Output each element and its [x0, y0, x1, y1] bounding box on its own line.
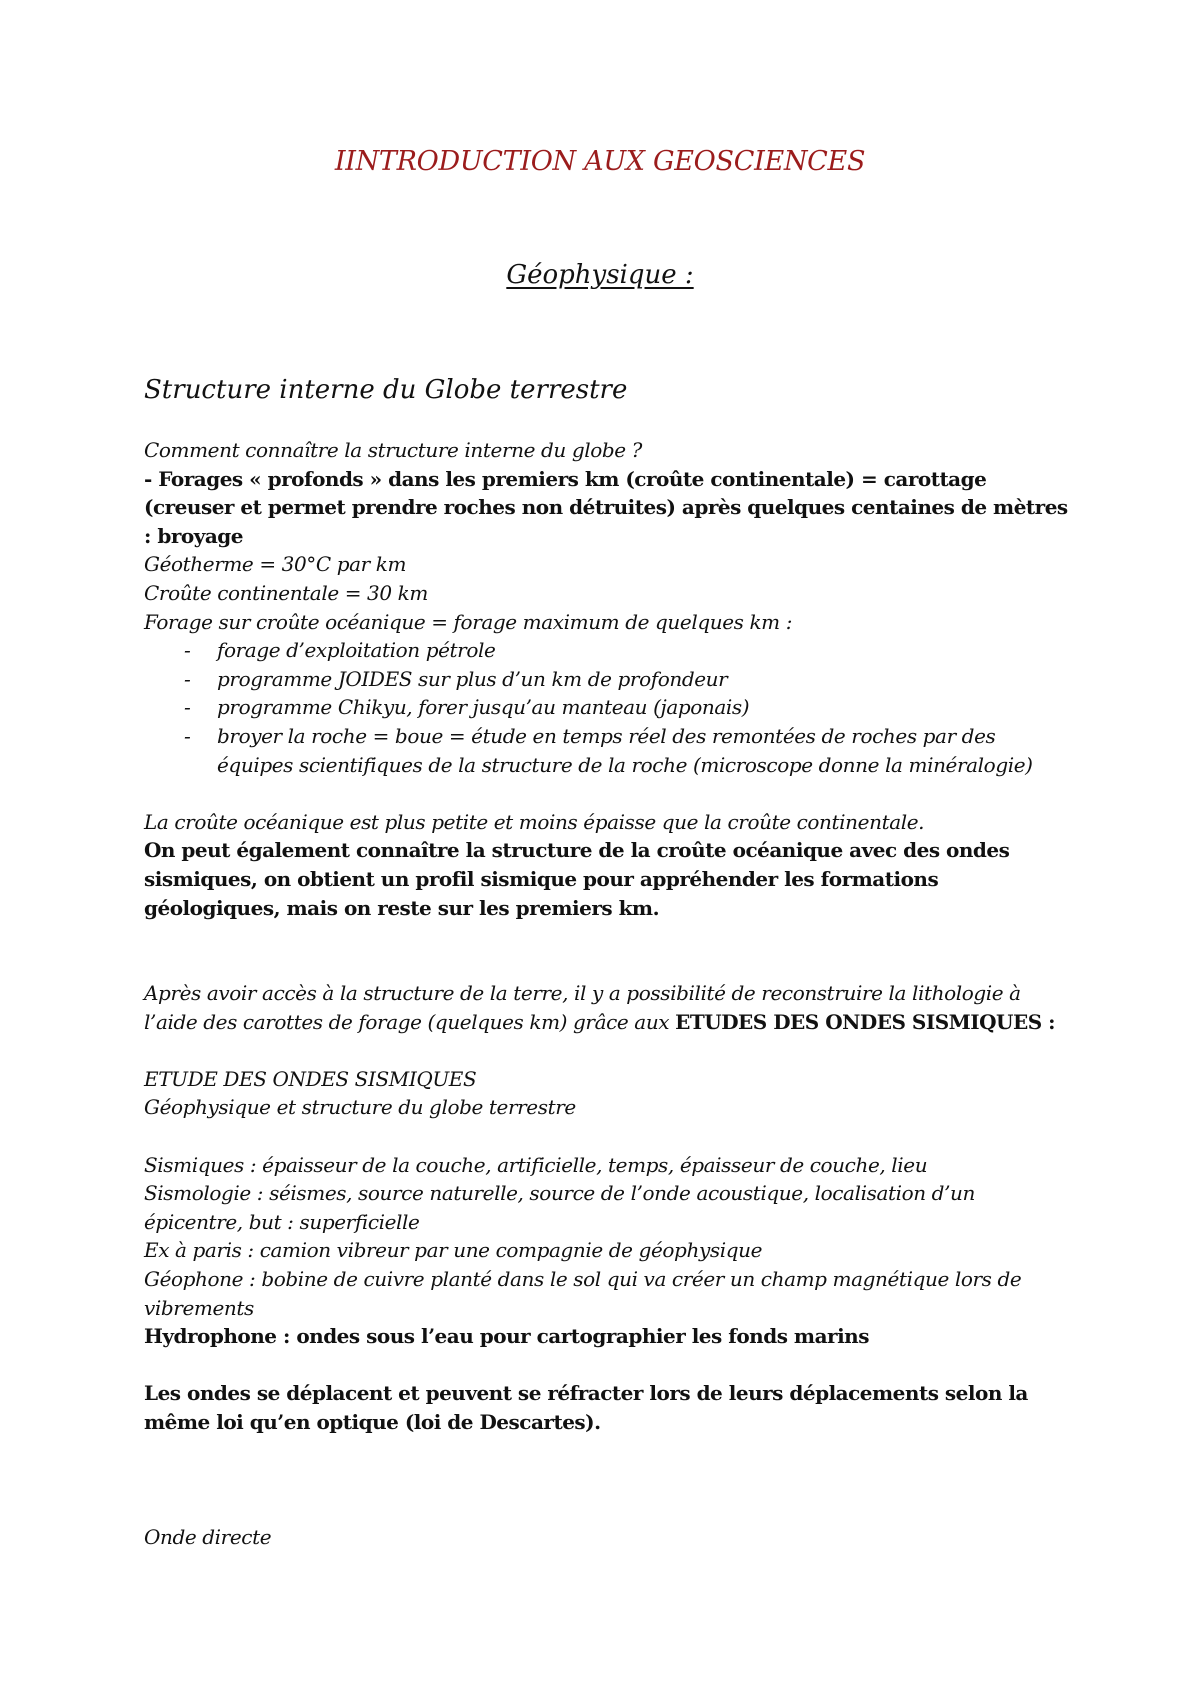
- geophysique-subheading: Géophysique et structure du globe terrestre: [144, 1095, 576, 1120]
- list-item-text: broyer la roche = boue = étude en temps réel des remontées de roches par des équipes scientifiques de la structure de la roche (microscope donne la minéralogie): [217, 723, 1033, 777]
- list-item-text: forage d’exploitation pétrole: [217, 638, 496, 663]
- list-item: [144, 636, 1074, 665]
- list-item: [144, 665, 1074, 694]
- geotherme-line: Géotherme = 30°C par km: [144, 552, 407, 577]
- list-item-text: programme Chikyu, forer jusqu’au manteau (japonais): [217, 695, 750, 720]
- etude-heading: ETUDE DES ONDES SISMIQUES: [144, 1066, 477, 1091]
- list-item: [144, 722, 1074, 779]
- ondes-sismiques-paragraph: On peut également connaître la structure de la croûte océanique avec des ondes sismiques, on obtient un profil sismique pour appréhender les formations géologiques, mais on reste sur les premiers km.: [144, 838, 1010, 920]
- section-title: Géophysique :: [506, 260, 694, 290]
- document-title: IINTRODUCTION AUX GEOSCIENCES: [334, 146, 866, 177]
- dash-marker: -: [184, 638, 191, 663]
- forage-list: [144, 636, 1074, 779]
- exemple-paris-line: Ex à paris : camion vibreur par une compagnie de géophysique: [144, 1238, 763, 1263]
- forages-paragraph: - Forages « profonds » dans les premiers km (croûte continentale) = carottage (creuser et permet prendre roches non détruites) après quelques centaines de mètres : broyage: [144, 466, 1068, 548]
- question-line: Comment connaître la structure interne du globe ?: [144, 438, 642, 462]
- subsection-title: Structure interne du Globe terrestre: [144, 375, 628, 405]
- sismiques-line: Sismiques : épaisseur de la couche, artificielle, temps, épaisseur de couche, lieu: [144, 1152, 928, 1177]
- geophone-line: Géophone : bobine de cuivre planté dans le sol qui va créer un champ magnétique lors de vibrements: [144, 1267, 1022, 1320]
- etudes-ondes-emphasis: ETUDES DES ONDES SISMIQUES :: [675, 1009, 1056, 1034]
- forage-oceanique-line: Forage sur croûte océanique = forage maximum de quelques km :: [144, 609, 793, 634]
- document-body: [144, 436, 1074, 1551]
- hydrophone-line: Hydrophone : ondes sous l’eau pour cartographier les fonds marins: [144, 1324, 869, 1349]
- croute-continentale-line: Croûte continentale = 30 km: [144, 580, 428, 605]
- list-item: [144, 693, 1074, 722]
- refraction-paragraph: Les ondes se déplacent et peuvent se réfracter lors de leurs déplacements selon la même loi qu’en optique (loi de Descartes).: [144, 1381, 1028, 1434]
- lithologie-text: Après avoir accès à la structure de la terre, il y a possibilité de reconstruire la lithologie à l’aide des carottes de forage (quelques km) grâce aux: [144, 981, 1021, 1034]
- lithologie-paragraph: [144, 979, 1074, 1036]
- dash-marker: -: [184, 666, 191, 691]
- list-item-text: programme JOIDES sur plus d’un km de profondeur: [217, 666, 728, 691]
- dash-marker: -: [184, 695, 191, 720]
- comparison-line: La croûte océanique est plus petite et moins épaisse que la croûte continentale.: [144, 809, 925, 834]
- onde-directe-line: Onde directe: [144, 1524, 272, 1549]
- dash-marker: -: [184, 723, 191, 748]
- sismologie-line: Sismologie : séismes, source naturelle, source de l’onde acoustique, localisation d’un épicentre, but : superficielle: [144, 1181, 976, 1234]
